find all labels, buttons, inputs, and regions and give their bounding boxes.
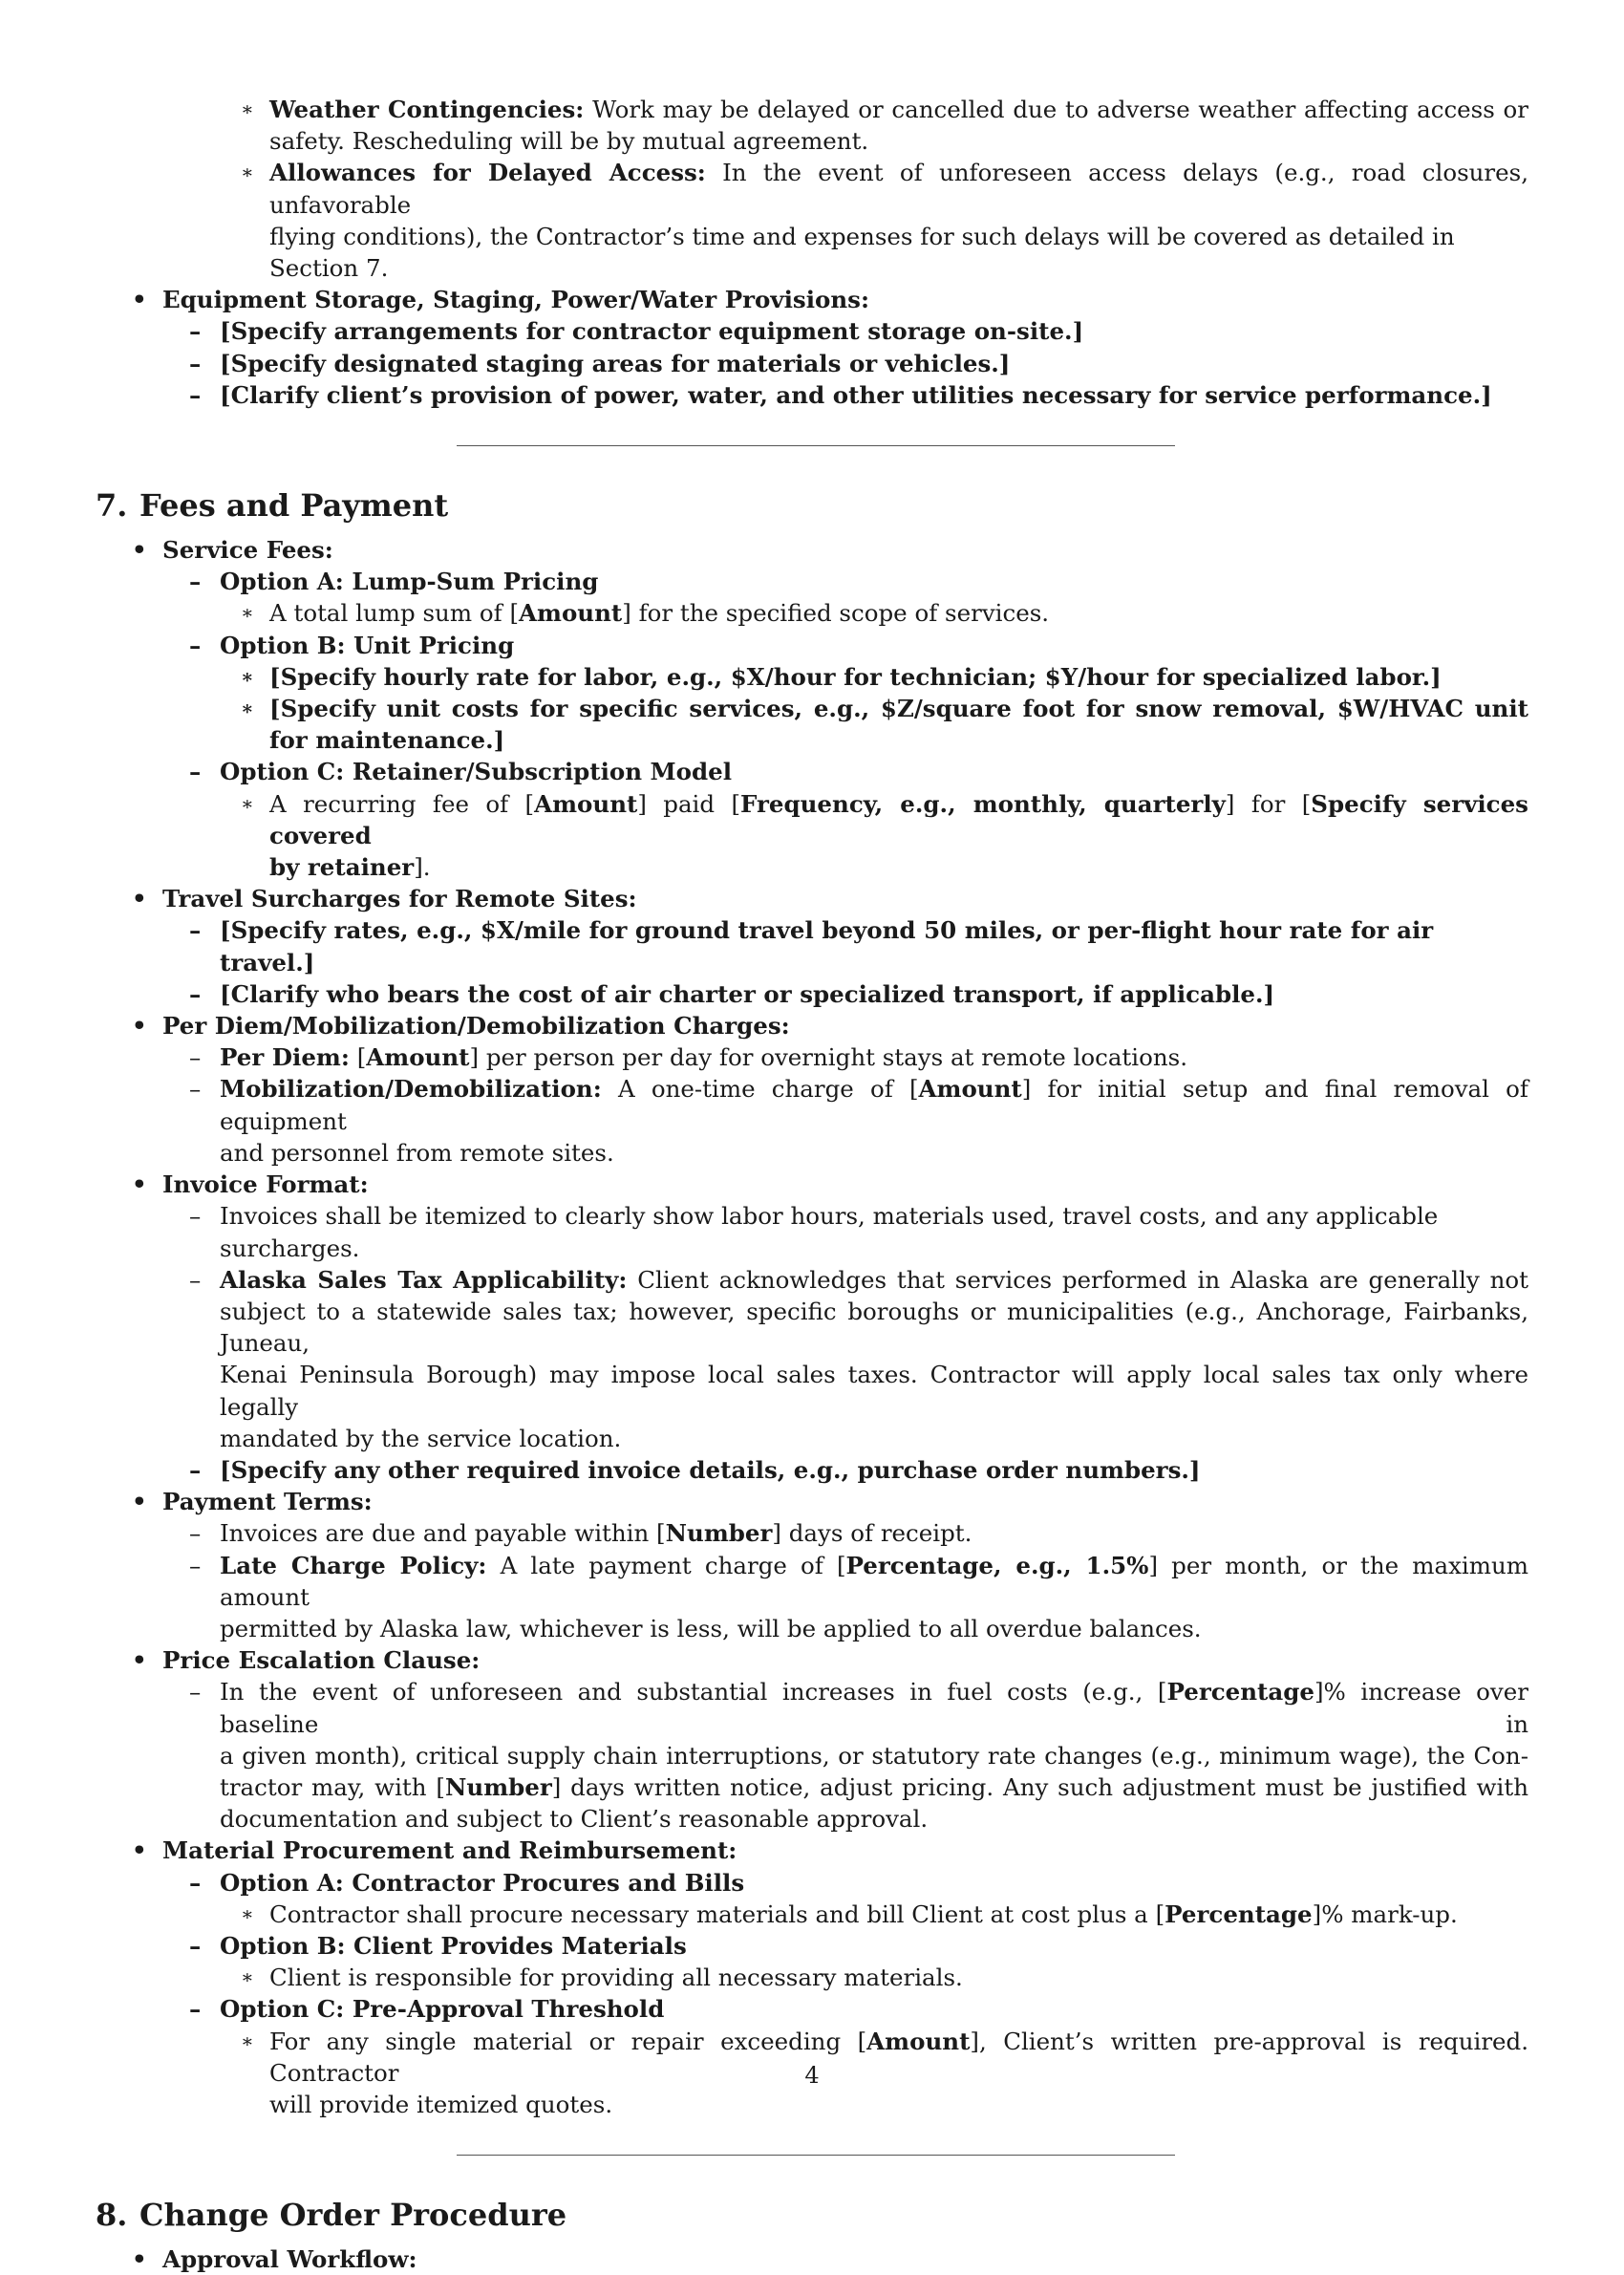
text: and personnel from remote sites. xyxy=(220,1138,614,1167)
text: Contractor shall procure necessary materials and bill Client at cost plus a [ xyxy=(269,1899,1165,1928)
item-heading: Invoice Format: xyxy=(162,1170,369,1199)
text: Client is responsible for providing all necessary materials. xyxy=(269,1964,963,1992)
bullet-marker: • xyxy=(132,1170,147,1199)
list-item xyxy=(96,1169,1528,1200)
dash-marker: – xyxy=(189,1265,202,1294)
text: mandated by the service location. xyxy=(220,1424,622,1452)
bullet-marker: • xyxy=(132,1646,147,1675)
list-item xyxy=(96,1010,1528,1041)
text-line xyxy=(96,125,1528,157)
dash-marker: – xyxy=(189,1075,202,1104)
list-item xyxy=(96,1962,1528,1993)
text: A late payment charge of [ xyxy=(500,1551,846,1579)
placeholder: Amount xyxy=(918,1075,1022,1104)
text: [Clarify who bears the cost of air charter or specialized transport, if applicable.] xyxy=(220,979,1275,1008)
list-item xyxy=(96,157,1528,220)
text: permitted by Alaska law, whichever is less, will be applied to all overdue balances. xyxy=(220,1614,1202,1642)
list-item xyxy=(96,379,1528,411)
bullet-marker: • xyxy=(132,1488,147,1516)
option-title: Option C: Retainer/Subscription Model xyxy=(220,758,733,786)
text: ]% mark-up. xyxy=(1312,1899,1458,1928)
star-marker: ∗ xyxy=(241,1901,254,1925)
list-item xyxy=(96,1041,1528,1073)
star-marker: ∗ xyxy=(241,697,254,720)
text: ]% increase over baseline in xyxy=(220,1678,1528,1738)
text: ] per person per day for overnight stays at remote locations. xyxy=(469,1043,1188,1072)
section-number: 7. xyxy=(96,487,128,525)
text: will provide itemized quotes. xyxy=(269,2090,613,2118)
document-body xyxy=(96,94,1528,2275)
bullet-marker: • xyxy=(132,286,147,314)
option-title: Option B: Client Provides Materials xyxy=(220,1931,687,1960)
item-label: Per Diem: xyxy=(220,1043,350,1072)
list-item xyxy=(96,693,1528,724)
text-line xyxy=(96,851,1528,883)
list-item xyxy=(96,1899,1528,1930)
placeholder: Amount xyxy=(519,599,623,628)
dash-marker: – xyxy=(189,380,202,409)
item-heading: Approval Workflow: xyxy=(162,2245,417,2274)
list-item xyxy=(96,756,1528,787)
text-line xyxy=(96,1359,1528,1422)
section-heading-7 xyxy=(96,486,1528,525)
text: a given month), critical supply chain interruptions, or statutory rate changes (e.g., minimum wage), the Con- xyxy=(220,1741,1528,1770)
list-item xyxy=(96,1073,1528,1136)
section-divider xyxy=(457,2155,1175,2156)
list-item xyxy=(96,1517,1528,1549)
item-text: In the event of unforeseen access delays (e.g., road closures, unfavorable xyxy=(269,159,1528,219)
text: Kenai Peninsula Borough) may impose local sales taxes. Contractor will apply local sales tax only where legally xyxy=(220,1361,1528,1421)
list-item xyxy=(96,1644,1528,1676)
placeholder: Percentage xyxy=(1165,1899,1313,1928)
text-line xyxy=(96,221,1528,284)
item-text: [Specify arrangements for contractor equipment storage on-site.] xyxy=(220,317,1084,346)
item-text: [Specify designated staging areas for materials or vehicles.] xyxy=(220,349,1011,377)
bullet-marker: • xyxy=(132,1012,147,1041)
section-divider xyxy=(457,445,1175,446)
text: A one-time charge of [ xyxy=(617,1075,919,1104)
dash-marker: – xyxy=(189,1519,202,1548)
dash-marker: – xyxy=(189,1202,202,1231)
item-label: Late Charge Policy: xyxy=(220,1551,487,1579)
bullet-marker: • xyxy=(132,1836,147,1865)
text: ] for the specified scope of services. xyxy=(622,599,1050,628)
text: Invoices are due and payable within [ xyxy=(220,1519,666,1548)
list-item xyxy=(96,284,1528,315)
text: For any single material or repair exceeding [ xyxy=(269,2027,867,2055)
text-line xyxy=(96,1740,1528,1771)
list-item xyxy=(96,914,1528,977)
item-heading: Material Procurement and Reimbursement: xyxy=(162,1836,737,1865)
section-title: Change Order Procedure xyxy=(139,2197,567,2234)
placeholder: Number xyxy=(665,1519,773,1548)
dash-marker: – xyxy=(189,1455,202,1484)
list-item xyxy=(96,566,1528,597)
option-title: Option B: Unit Pricing xyxy=(220,631,515,659)
item-heading: Travel Surcharges for Remote Sites: xyxy=(162,885,637,913)
star-marker: ∗ xyxy=(241,601,254,625)
text: documentation and subject to Client’s reasonable approval. xyxy=(220,1805,929,1834)
dash-marker: – xyxy=(189,1931,202,1960)
item-heading: Equipment Storage, Staging, Power/Water Provisions: xyxy=(162,286,870,314)
list-item xyxy=(96,1486,1528,1517)
text: tractor may, with [ xyxy=(220,1772,445,1801)
text: ] days written notice, adjust pricing. Any such adjustment must be justified with xyxy=(551,1772,1528,1801)
placeholder: Specify services covered xyxy=(269,789,1528,849)
item-label: Allowances for Delayed Access: xyxy=(269,159,706,187)
dash-marker: – xyxy=(189,631,202,659)
bullet-marker: • xyxy=(132,885,147,913)
placeholder: Number xyxy=(444,1772,552,1801)
item-label: Mobilization/Demobilization: xyxy=(220,1075,602,1104)
dash-marker: – xyxy=(189,349,202,377)
text: [ xyxy=(356,1043,367,1072)
text-line xyxy=(96,1771,1528,1803)
item-heading: Per Diem/Mobilization/Demobilization Charges: xyxy=(162,1012,790,1041)
star-marker: ∗ xyxy=(241,2028,254,2052)
list-item xyxy=(96,978,1528,1010)
item-text: [Clarify client’s provision of power, water, and other utilities necessary for service performance.] xyxy=(220,380,1492,409)
section-heading-8 xyxy=(96,2196,1528,2234)
text: subject to a statewide sales tax; however, specific boroughs or municipalities (e.g., Anchorage, Fairbanks, Juneau, xyxy=(220,1297,1528,1358)
option-title: Option C: Pre-Approval Threshold xyxy=(220,1995,665,2024)
text: [Specify unit costs for specific services, e.g., $Z/square foot for snow removal, $W/HVAC unit xyxy=(269,695,1528,723)
dash-marker: – xyxy=(189,758,202,786)
text-line xyxy=(96,1613,1528,1644)
placeholder: by retainer xyxy=(269,853,415,882)
item-heading: Payment Terms: xyxy=(162,1488,373,1516)
item-label: Weather Contingencies: xyxy=(269,96,585,123)
dash-marker: – xyxy=(189,1995,202,2024)
item-text: safety. Rescheduling will be by mutual agreement. xyxy=(269,127,869,156)
item-label: Alaska Sales Tax Applicability: xyxy=(220,1265,628,1294)
list-item xyxy=(96,1200,1528,1263)
dash-marker: – xyxy=(189,1043,202,1072)
list-item xyxy=(96,1550,1528,1613)
list-item xyxy=(96,1835,1528,1866)
placeholder: Amount xyxy=(534,789,638,818)
item-heading: Price Escalation Clause: xyxy=(162,1646,481,1675)
page-number: 4 xyxy=(804,2062,820,2089)
text-line xyxy=(96,1423,1528,1454)
placeholder: Frequency, e.g., monthly, quarterly xyxy=(740,789,1226,818)
text-line xyxy=(96,1803,1528,1835)
list-item xyxy=(96,1930,1528,1962)
section-number: 8. xyxy=(96,2197,128,2234)
list-item xyxy=(96,315,1528,347)
bullet-marker: • xyxy=(132,536,147,565)
list-item xyxy=(96,1867,1528,1899)
list-item xyxy=(96,1264,1528,1296)
text: [Specify hourly rate for labor, e.g., $X/hour for technician; $Y/hour for specialized labor.] xyxy=(269,662,1442,691)
text: ] for initial setup and final removal of equipment xyxy=(220,1075,1528,1135)
text-line xyxy=(96,1296,1528,1359)
placeholder: Percentage xyxy=(1166,1678,1314,1706)
text: for maintenance.] xyxy=(269,726,505,755)
item-text: Work may be delayed or cancelled due to adverse weather affecting access or xyxy=(592,96,1529,123)
text: A total lump sum of [ xyxy=(269,599,520,628)
star-marker: ∗ xyxy=(241,1965,254,1989)
dash-marker: – xyxy=(189,1551,202,1579)
text-line xyxy=(96,1137,1528,1169)
list-item xyxy=(96,788,1528,851)
text: In the event of unforeseen and substantial increases in fuel costs (e.g., [ xyxy=(220,1678,1167,1706)
star-marker: ∗ xyxy=(241,97,254,120)
list-item xyxy=(96,1993,1528,2025)
bullet-marker: • xyxy=(132,2245,147,2274)
dash-marker: – xyxy=(189,317,202,346)
text: ]. xyxy=(414,853,431,882)
text: ] for [ xyxy=(1225,789,1312,818)
item-text: flying conditions), the Contractor’s time and expenses for such delays will be covered as detailed in Section 7. xyxy=(269,222,1455,283)
text: [Specify any other required invoice details, e.g., purchase order numbers.] xyxy=(220,1455,1201,1484)
text: A recurring fee of [ xyxy=(269,789,535,818)
list-item xyxy=(96,1676,1528,1739)
text-line xyxy=(96,2089,1528,2120)
list-item xyxy=(96,534,1528,566)
dash-marker: – xyxy=(189,979,202,1008)
text: ], Client’s written pre-approval is required. Contractor xyxy=(269,2027,1529,2087)
list-item xyxy=(96,597,1528,629)
dash-marker: – xyxy=(189,916,202,945)
placeholder: Percentage, e.g., 1.5% xyxy=(845,1551,1149,1579)
dash-marker: – xyxy=(189,568,202,596)
star-marker: ∗ xyxy=(241,161,254,184)
list-item xyxy=(96,94,1528,125)
text: Invoices shall be itemized to clearly show labor hours, materials used, travel costs, and any applicable surcharges. xyxy=(220,1202,1439,1262)
dash-marker: – xyxy=(189,1678,202,1706)
text: ] days of receipt. xyxy=(772,1519,972,1548)
star-marker: ∗ xyxy=(241,791,254,815)
placeholder: Amount xyxy=(366,1043,470,1072)
list-item xyxy=(96,2243,1528,2275)
list-item xyxy=(96,348,1528,379)
option-title: Option A: Contractor Procures and Bills xyxy=(220,1868,745,1897)
section-title: Fees and Payment xyxy=(139,487,449,525)
text: ] paid [ xyxy=(637,789,741,818)
list-item xyxy=(96,1454,1528,1486)
list-item xyxy=(96,661,1528,693)
list-item xyxy=(96,883,1528,914)
text-line xyxy=(96,724,1528,756)
dash-marker: – xyxy=(189,1868,202,1897)
text: Client acknowledges that services performed in Alaska are generally not xyxy=(637,1265,1528,1294)
text: ] per month, or the maximum amount xyxy=(220,1551,1528,1611)
item-heading: Service Fees: xyxy=(162,536,333,565)
placeholder: Amount xyxy=(866,2027,971,2055)
option-title: Option A: Lump-Sum Pricing xyxy=(220,568,599,596)
star-marker: ∗ xyxy=(241,664,254,688)
list-item xyxy=(96,630,1528,661)
text: [Specify rates, e.g., $X/mile for ground travel beyond 50 miles, or per-flight hour rate for air travel.] xyxy=(220,916,1434,977)
